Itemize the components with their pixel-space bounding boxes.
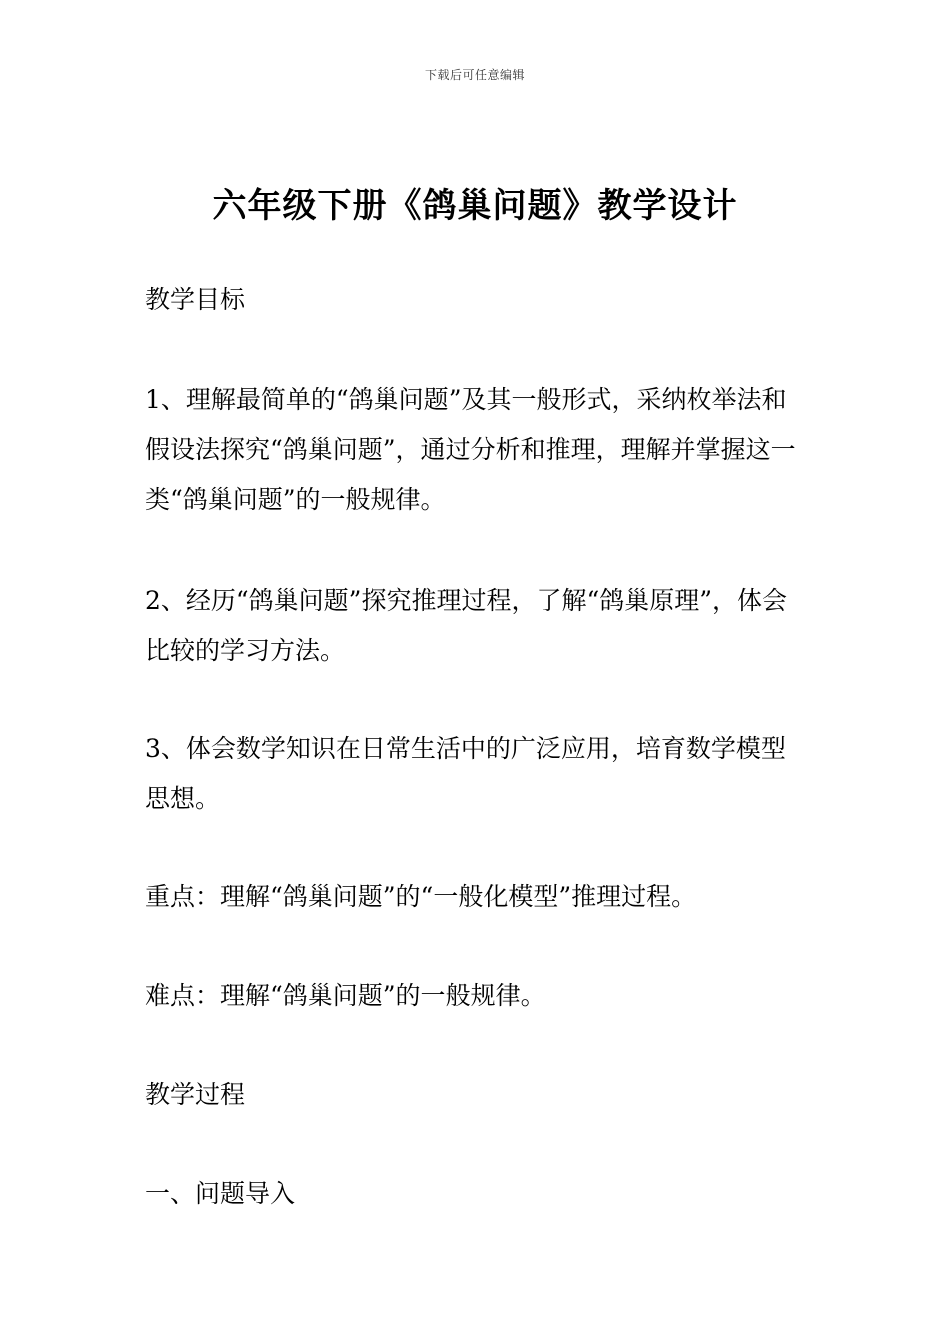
step-heading-1: 一、问题导入 — [145, 1179, 296, 1208]
document-title: 六年级下册《鸽巢问题》教学设计 — [212, 186, 738, 226]
key-point-paragraph: 重点：理解“鸽巢问题”的“一般化模型”推理过程。 — [145, 882, 697, 911]
goal-paragraph-1: 1、理解最简单的“鸽巢问题”及其一般形式，采纳枚举法和假设法探究“鸽巢问题”，通过分析和推理，理解并掌握这一类“鸽巢问题”的一般规律。 — [145, 385, 796, 514]
difficulty-paragraph: 难点：理解“鸽巢问题”的一般规律。 — [145, 981, 546, 1010]
section-heading-process: 教学过程 — [145, 1080, 246, 1109]
goal-paragraph-2: 2、经历“鸽巢问题”探究推理过程，了解“鸽巢原理”，体会比较的学习方法。 — [145, 586, 788, 665]
section-heading-goals: 教学目标 — [145, 285, 246, 314]
header-note: 下载后可任意编辑 — [424, 68, 525, 82]
goal-paragraph-3: 3、体会数学知识在日常生活中的广泛应用，培育数学模型思想。 — [145, 734, 786, 813]
